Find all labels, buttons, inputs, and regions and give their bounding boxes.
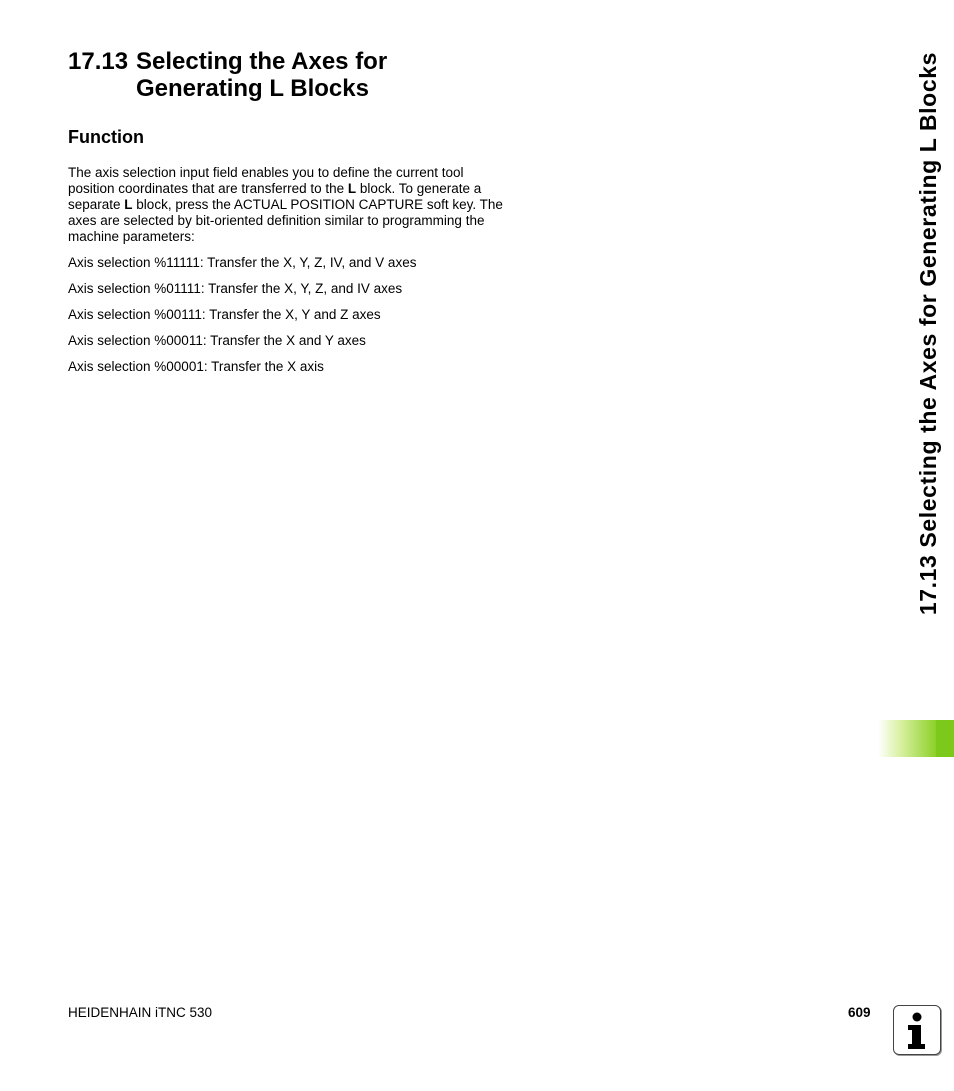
intro-text-3: block, press the ACTUAL POSITION CAPTURE soft key. The axes are selected by bit-oriented definition similar to programming the machine parameters:: [68, 197, 503, 244]
info-icon: [893, 1005, 941, 1055]
chapter-title-line2: Generating L Blocks: [136, 75, 369, 102]
axis-selection-line: Axis selection %00111: Transfer the X, Y and Z axes: [68, 307, 381, 322]
intro-paragraph: [68, 165, 513, 245]
section-heading: Function: [68, 127, 144, 147]
axis-selection-line: Axis selection %11111: Transfer the X, Y, Z, IV, and V axes: [68, 255, 417, 270]
intro-bold-l-1: L: [347, 181, 357, 196]
side-running-title: 17.13 Selecting the Axes for Generating L Blocks: [915, 52, 941, 616]
chapter-number: 17.13: [68, 48, 129, 75]
page-number: 609: [848, 1005, 871, 1020]
chapter-title: [68, 48, 476, 102]
chapter-title-text: [136, 48, 476, 102]
intro-text-1: The axis selection input field enables you to define the current tool position coordinates that are transferred to the: [68, 165, 464, 196]
info-icon-glyph: [894, 1006, 939, 1053]
body-text: [68, 165, 513, 385]
axis-selection-line: Axis selection %00001: Transfer the X axis: [68, 359, 324, 374]
intro-text-2: block. To generate a separate: [68, 181, 482, 212]
chapter-tab-marker-solid: [936, 720, 954, 757]
chapter-title-line1: Selecting the Axes for: [136, 48, 388, 75]
axis-selection-line: Axis selection %01111: Transfer the X, Y, Z, and IV axes: [68, 281, 403, 296]
footer-product: HEIDENHAIN iTNC 530: [68, 1005, 213, 1020]
axis-selection-line: Axis selection %00011: Transfer the X and Y axes: [68, 333, 366, 348]
intro-bold-l-2: L: [124, 197, 133, 212]
